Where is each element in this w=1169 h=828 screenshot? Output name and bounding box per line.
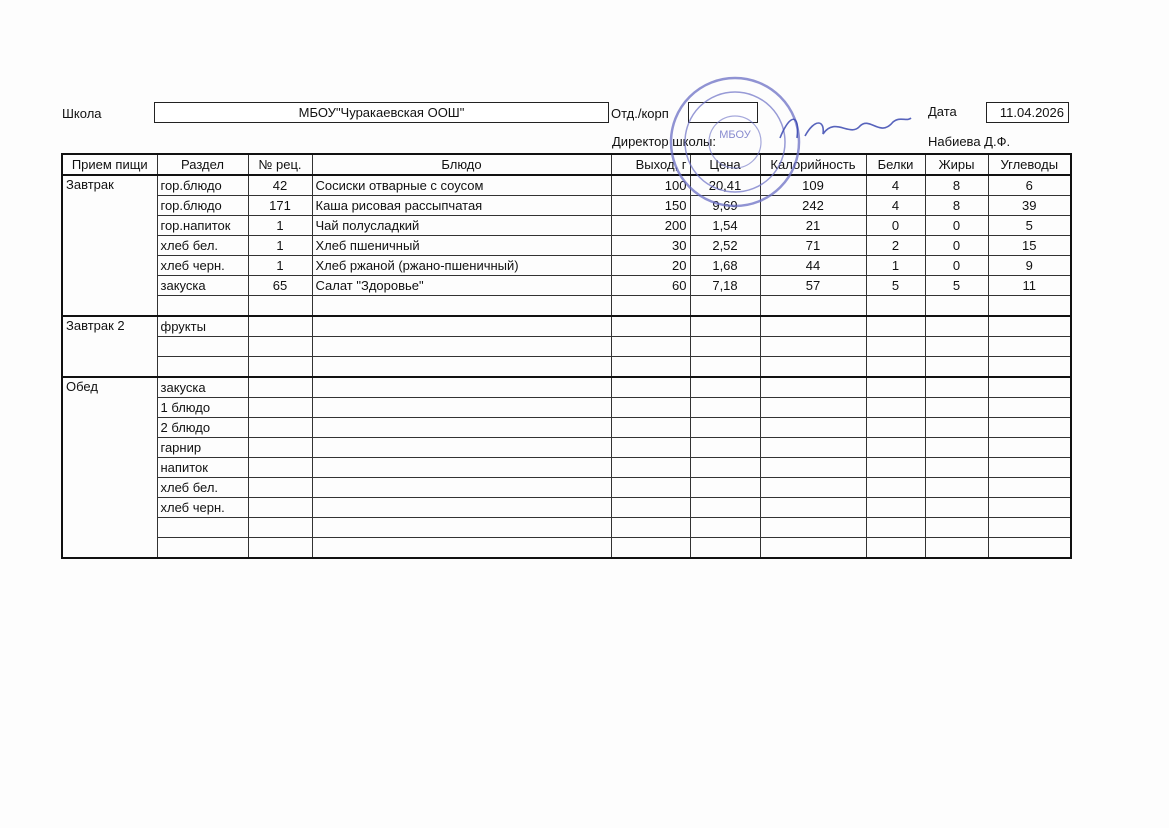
yield-cell: 150 <box>611 196 690 216</box>
date-label: Дата <box>928 104 957 119</box>
dish-cell: Каша рисовая рассыпчатая <box>312 196 611 216</box>
col-header: Блюдо <box>312 154 611 175</box>
otd-label: Отд./корп <box>611 106 669 121</box>
section-cell: 1 блюдо <box>157 398 248 418</box>
table-row <box>62 216 1071 236</box>
section-cell <box>157 296 248 317</box>
kcal-cell: 44 <box>760 256 866 276</box>
director-signature <box>775 108 915 148</box>
carbs-cell: 5 <box>988 216 1071 236</box>
price-cell: 1,68 <box>690 256 760 276</box>
table-row <box>62 337 1071 357</box>
fat-cell: 0 <box>925 236 988 256</box>
recipe-cell: 1 <box>248 236 312 256</box>
dish-cell: Чай полусладкий <box>312 216 611 236</box>
fat-cell: 5 <box>925 276 988 296</box>
price-cell: 1,54 <box>690 216 760 236</box>
table-row <box>62 175 1071 196</box>
protein-cell: 5 <box>866 276 925 296</box>
protein-cell: 4 <box>866 196 925 216</box>
section-cell: 2 блюдо <box>157 418 248 438</box>
recipe-cell <box>248 296 312 317</box>
protein-cell: 2 <box>866 236 925 256</box>
table-row <box>62 418 1071 438</box>
table-header-row <box>62 154 1071 175</box>
carbs-cell: 39 <box>988 196 1071 216</box>
dish-cell: Хлеб ржаной (ржано-пшеничный) <box>312 256 611 276</box>
section-cell: фрукты <box>157 316 248 337</box>
protein-cell: 1 <box>866 256 925 276</box>
table-row <box>62 458 1071 478</box>
dish-cell <box>312 296 611 317</box>
col-header: Калорийность <box>760 154 866 175</box>
col-header: Выход, г <box>611 154 690 175</box>
section-cell: напиток <box>157 458 248 478</box>
section-cell: хлеб бел. <box>157 478 248 498</box>
table-row <box>62 438 1071 458</box>
carbs-cell: 9 <box>988 256 1071 276</box>
protein-cell: 0 <box>866 216 925 236</box>
recipe-cell: 1 <box>248 256 312 276</box>
kcal-cell <box>760 296 866 317</box>
col-header: Углеводы <box>988 154 1071 175</box>
director-name: Набиева Д.Ф. <box>928 134 1011 149</box>
table-row <box>62 357 1071 378</box>
dish-cell: Сосиски отварные с соусом <box>312 175 611 196</box>
fat-cell <box>925 296 988 317</box>
kcal-cell: 242 <box>760 196 866 216</box>
protein-cell: 4 <box>866 175 925 196</box>
dish-cell: Хлеб пшеничный <box>312 236 611 256</box>
section-cell: хлеб бел. <box>157 236 248 256</box>
recipe-cell: 171 <box>248 196 312 216</box>
section-cell: гор.блюдо <box>157 175 248 196</box>
yield-cell <box>611 296 690 317</box>
table-row <box>62 196 1071 216</box>
yield-cell: 200 <box>611 216 690 236</box>
section-cell: хлеб черн. <box>157 256 248 276</box>
meal-label: Завтрак 2 <box>62 316 157 377</box>
price-cell: 7,18 <box>690 276 760 296</box>
section-cell: закуска <box>157 377 248 398</box>
yield-cell: 100 <box>611 175 690 196</box>
school-label: Школа <box>62 106 102 121</box>
yield-cell: 60 <box>611 276 690 296</box>
price-cell: 9,69 <box>690 196 760 216</box>
section-cell: гор.блюдо <box>157 196 248 216</box>
meal-label: Завтрак <box>62 175 157 316</box>
col-header: Прием пищи <box>62 154 157 175</box>
carbs-cell: 15 <box>988 236 1071 256</box>
fat-cell: 0 <box>925 256 988 276</box>
meal-label: Обед <box>62 377 157 558</box>
recipe-cell: 42 <box>248 175 312 196</box>
kcal-cell: 109 <box>760 175 866 196</box>
kcal-cell: 57 <box>760 276 866 296</box>
carbs-cell: 6 <box>988 175 1071 196</box>
recipe-cell: 65 <box>248 276 312 296</box>
dish-cell: Салат "Здоровье" <box>312 276 611 296</box>
kcal-cell: 71 <box>760 236 866 256</box>
yield-cell: 20 <box>611 256 690 276</box>
fat-cell: 0 <box>925 216 988 236</box>
table-row <box>62 236 1071 256</box>
fat-cell: 8 <box>925 175 988 196</box>
table-row <box>62 478 1071 498</box>
table-row <box>62 296 1071 317</box>
carbs-cell: 11 <box>988 276 1071 296</box>
carbs-cell <box>988 296 1071 317</box>
school-name-field: МБОУ"Чуракаевская ООШ" <box>154 102 609 123</box>
menu-table <box>61 153 1072 559</box>
fat-cell: 8 <box>925 196 988 216</box>
col-header: Жиры <box>925 154 988 175</box>
col-header: Цена <box>690 154 760 175</box>
table-row <box>62 276 1071 296</box>
table-row <box>62 518 1071 538</box>
kcal-cell: 21 <box>760 216 866 236</box>
table-row <box>62 538 1071 559</box>
table-row <box>62 377 1071 398</box>
director-label: Директор школы: <box>612 134 716 149</box>
recipe-cell: 1 <box>248 216 312 236</box>
col-header: Раздел <box>157 154 248 175</box>
price-cell <box>690 296 760 317</box>
date-field: 11.04.2026 <box>986 102 1069 123</box>
price-cell: 2,52 <box>690 236 760 256</box>
table-row <box>62 256 1071 276</box>
stamp-text: МБОУ <box>719 129 751 141</box>
protein-cell <box>866 296 925 317</box>
col-header: Белки <box>866 154 925 175</box>
price-cell: 20,41 <box>690 175 760 196</box>
section-cell: закуска <box>157 276 248 296</box>
table-row <box>62 316 1071 337</box>
col-header: № рец. <box>248 154 312 175</box>
table-row <box>62 498 1071 518</box>
yield-cell: 30 <box>611 236 690 256</box>
table-row <box>62 398 1071 418</box>
section-cell: гарнир <box>157 438 248 458</box>
section-cell: хлеб черн. <box>157 498 248 518</box>
section-cell: гор.напиток <box>157 216 248 236</box>
